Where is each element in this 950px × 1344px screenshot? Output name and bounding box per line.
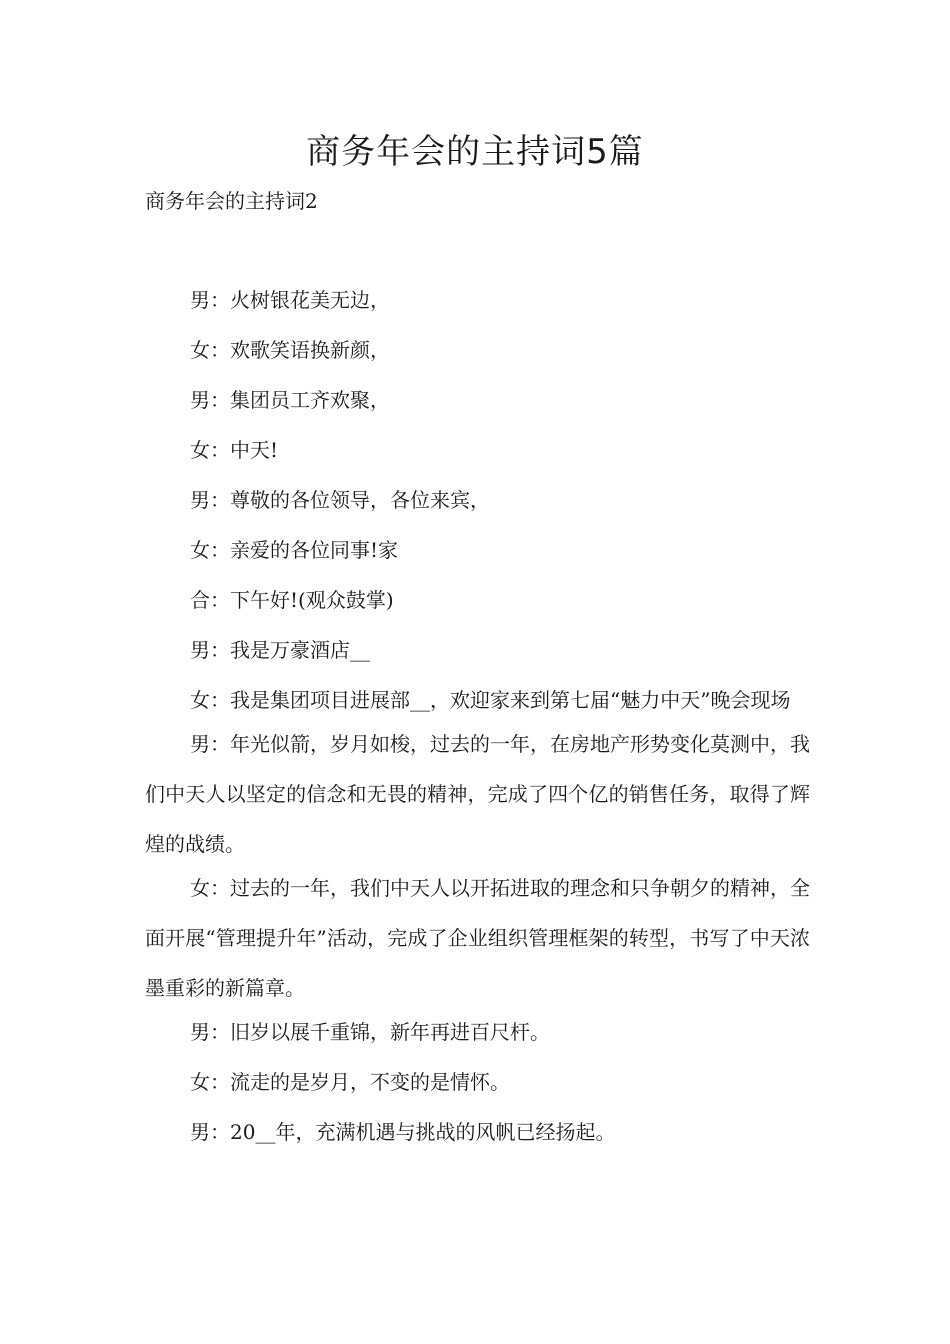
paragraph: 女：亲爱的各位同事!家 bbox=[190, 538, 399, 562]
paragraph: 男：尊敬的各位领导，各位来宾， bbox=[190, 488, 490, 512]
paragraph: 男：20__年，充满机遇与挑战的风帆已经扬起。 bbox=[190, 1120, 616, 1144]
paragraph: 女：中天! bbox=[190, 438, 279, 462]
paragraph: 男：我是万豪酒店__ bbox=[190, 638, 370, 662]
paragraph: 合：下午好!(观众鼓掌) bbox=[190, 588, 394, 612]
paragraph: 女：流走的是岁月，不变的是情怀。 bbox=[190, 1070, 510, 1094]
document-title: 商务年会的主持词5篇 bbox=[306, 132, 644, 172]
paragraph: 男：年光似箭，岁月如梭，过去的一年，在房地产形势变化莫测中，我们中天人以坚定的信念和无畏的精神，完成了四个亿的销售任务，取得了辉煌的战绩。 bbox=[145, 732, 810, 856]
document-subtitle: 商务年会的主持词2 bbox=[145, 189, 318, 213]
paragraph: 女：我是集团项目进展部__，欢迎家来到第七届“魅力中天”晚会现场 bbox=[190, 688, 791, 712]
paragraph: 男：集团员工齐欢聚， bbox=[190, 388, 390, 412]
paragraph: 女：过去的一年，我们中天人以开拓进取的理念和只争朝夕的精神，全面开展“管理提升年”活动，完成了企业组织管理框架的转型，书写了中天浓墨重彩的新篇章。 bbox=[145, 876, 810, 1000]
document-body bbox=[145, 283, 810, 1165]
paragraph: 男：旧岁以展千重锦，新年再进百尺杆。 bbox=[190, 1020, 550, 1044]
paragraph: 男：火树银花美无边， bbox=[190, 288, 390, 312]
paragraph: 女：欢歌笑语换新颜， bbox=[190, 338, 390, 362]
